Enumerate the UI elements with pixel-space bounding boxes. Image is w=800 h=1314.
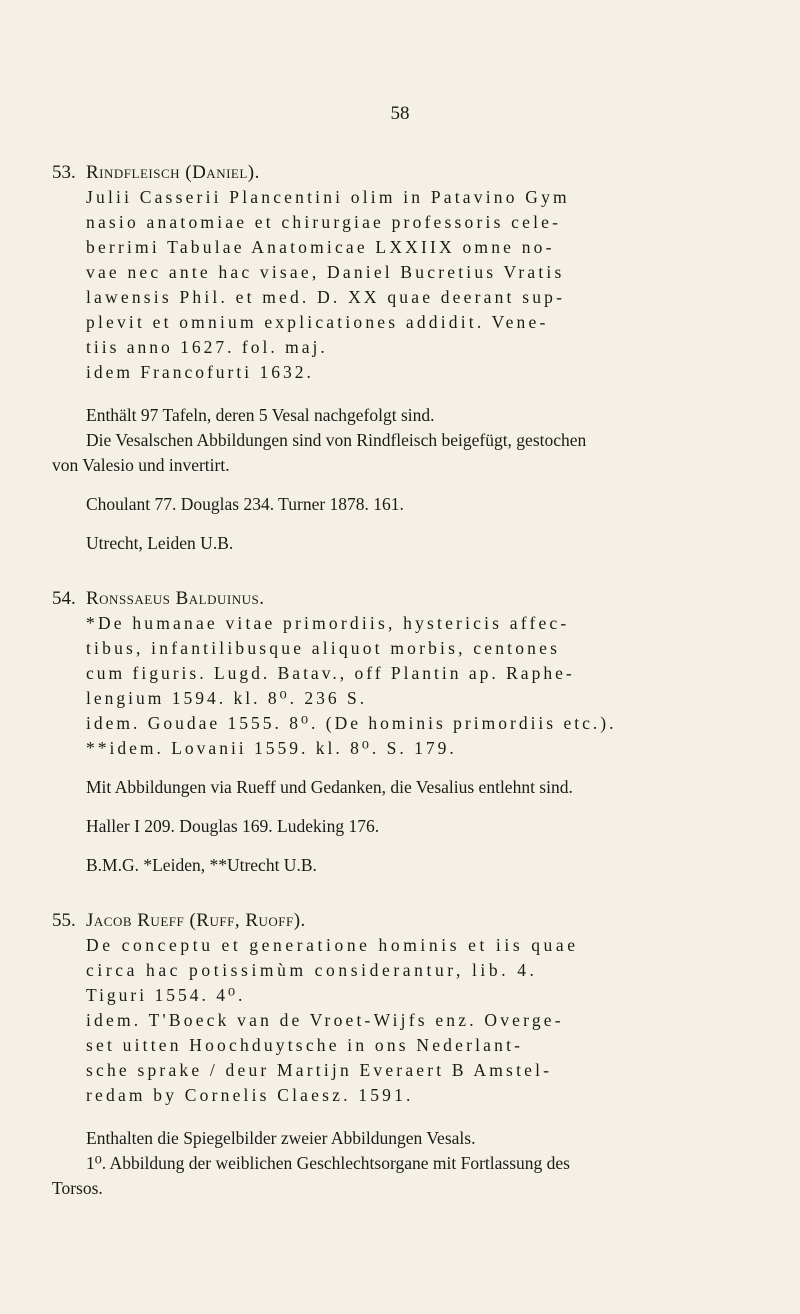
title-line: nasio anatomiae et chirurgiae professoris cele- bbox=[86, 212, 562, 232]
title-line: idem. T'Boeck van de Vroet-Wijfs enz. Overge- bbox=[86, 1010, 564, 1030]
note-line: Mit Abbildungen via Rueff und Gedanken, die Vesalius entlehnt sind. bbox=[86, 777, 573, 797]
page-number: 58 bbox=[390, 103, 410, 124]
title-line: circa hac potissimùm considerantur, lib. 4. bbox=[86, 960, 538, 980]
title-line: *De humanae vitae primordiis, hystericis affec- bbox=[86, 613, 570, 633]
title-line: lawensis Phil. et med. D. XX quae deerant sup- bbox=[86, 287, 566, 307]
title-line: tibus, infantilibusque aliquot morbis, centones bbox=[86, 638, 561, 658]
title-line: vae nec ante hac visae, Daniel Bucretius Vratis bbox=[86, 262, 565, 282]
title-line: idem. Goudae 1555. 8⁰. (De hominis primordiis etc.). bbox=[86, 713, 617, 733]
entry-53 bbox=[52, 160, 752, 556]
note-line: B.M.G. *Leiden, **Utrecht U.B. bbox=[86, 855, 317, 875]
catalogue-content bbox=[52, 160, 752, 1201]
title-line: tiis anno 1627. fol. maj. bbox=[86, 337, 328, 357]
title-line: De conceptu et generatione hominis et iis quae bbox=[86, 935, 579, 955]
entry-number: 53. bbox=[52, 162, 76, 183]
entry-body bbox=[52, 185, 752, 556]
entry-author: Rindfleisch (Daniel). bbox=[86, 162, 260, 183]
entry-heading bbox=[52, 908, 752, 933]
entry-body bbox=[52, 611, 752, 878]
note-line: Die Vesalschen Abbildungen sind von Rindfleisch beigefügt, gestochen bbox=[86, 430, 587, 450]
title-line: idem Francofurti 1632. bbox=[86, 362, 314, 382]
note-line: Choulant 77. Douglas 234. Turner 1878. 161. bbox=[86, 494, 404, 514]
entry-author: Ronssaeus Balduinus. bbox=[86, 588, 265, 609]
note-line: Enthält 97 Tafeln, deren 5 Vesal nachgefolgt sind. bbox=[86, 405, 435, 425]
title-line: redam by Cornelis Claesz. 1591. bbox=[86, 1085, 414, 1105]
note-line: Haller I 209. Douglas 169. Ludeking 176. bbox=[86, 816, 380, 836]
title-line: lengium 1594. kl. 8⁰. 236 S. bbox=[86, 688, 368, 708]
note-line: von Valesio und invertirt. bbox=[52, 455, 230, 475]
note-line: Enthalten die Spiegelbilder zweier Abbildungen Vesals. bbox=[86, 1128, 476, 1148]
note-line: Torsos. bbox=[52, 1178, 103, 1198]
title-line: plevit et omnium explicationes addidit. Vene- bbox=[86, 312, 549, 332]
title-line: berrimi Tabulae Anatomicae LXXIIX omne no- bbox=[86, 237, 555, 257]
title-line: set uitten Hoochduytsche in ons Nederlant- bbox=[86, 1035, 524, 1055]
title-line: cum figuris. Lugd. Batav., off Plantin ap. Raphe- bbox=[86, 663, 575, 683]
entry-54 bbox=[52, 586, 752, 878]
entry-author: Jacob Rueff (Ruff, Ruoff). bbox=[86, 910, 306, 931]
title-line: **idem. Lovanii 1559. kl. 8⁰. S. 179. bbox=[86, 738, 457, 758]
title-line: sche sprake / deur Martijn Everaert B Amstel- bbox=[86, 1060, 553, 1080]
note-line: 1⁰. Abbildung der weiblichen Geschlechtsorgane mit Fortlassung des bbox=[86, 1153, 570, 1173]
entry-number: 54. bbox=[52, 588, 76, 609]
title-line: Tiguri 1554. 4⁰. bbox=[86, 985, 246, 1005]
entry-heading bbox=[52, 160, 752, 185]
entry-heading bbox=[52, 586, 752, 611]
entry-55 bbox=[52, 908, 752, 1201]
entry-number: 55. bbox=[52, 910, 76, 931]
title-line: Julii Casserii Plancentini olim in Patavino Gym bbox=[86, 187, 570, 207]
entry-body bbox=[52, 933, 752, 1201]
note-line: Utrecht, Leiden U.B. bbox=[86, 533, 234, 553]
